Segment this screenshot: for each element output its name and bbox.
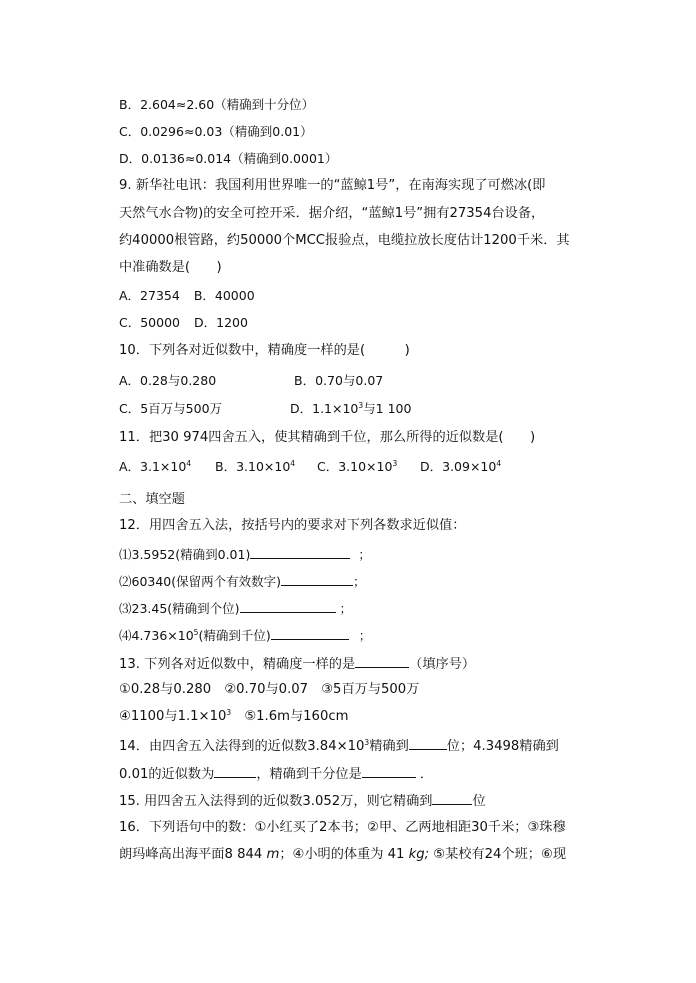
section-title-fill-in: 二、填空题 xyxy=(119,492,185,507)
q12-part4: $⑷4.736\times 10^5$(精确到千位) ； xyxy=(119,628,372,643)
answer-blank[interactable] xyxy=(240,600,336,613)
q13-items-1-3: ①0.28与0.280 ②0.70与0.07 ③5百万与500万 xyxy=(119,682,420,697)
answer-blank[interactable] xyxy=(250,546,350,559)
q10-options-cd xyxy=(119,401,411,417)
answer-blank[interactable] xyxy=(362,765,416,778)
q10-option-b: B．0.70与0.07 xyxy=(294,373,384,388)
q15-line: 15. 用四舍五入法得到的近似数3.052万，则它精确到 位 xyxy=(119,794,486,809)
q9-stem-line1: 9. 新华社电讯：我国利用世界唯一的“蓝鲸1号”，在南海实现了可燃冰(即 xyxy=(119,178,546,193)
q12-part1: ⑴3.5952(精确到0.01) ； xyxy=(119,547,371,562)
q10-stem: 10．下列各对近似数中，精确度一样的是( ) xyxy=(119,343,410,358)
q13-stem: 13. 下列各对近似数中，精确度一样的是 （填序号） xyxy=(119,657,476,672)
q9-option-c: C．50000 xyxy=(119,315,180,330)
q9-stem-line4: 中准确数是( ) xyxy=(119,260,222,275)
q12-stem: 12．用四舍五入法，按括号内的要求对下列各数求近似值： xyxy=(119,518,466,533)
q9-option-a: A．27354 xyxy=(119,288,180,303)
q11-option-c: C．$3.10\times 10^3$ xyxy=(317,459,398,474)
q11-option-b: B．$3.10\times 10^4$ xyxy=(215,459,296,474)
q10-options-ab xyxy=(119,373,383,389)
q9-options-cd xyxy=(119,315,248,331)
answer-blank[interactable] xyxy=(281,573,353,586)
q16-line2: 朗玛峰高出海平面8 844 m；④小明的体重为 41 kg; ⑤某校有24个班；⑥现 xyxy=(119,847,567,862)
q8-option-d: D．0.0136≈0.014（精确到0.0001） xyxy=(119,151,338,166)
q14-line1: 14．由四舍五入法得到的近似数$3.84\times 10^3$精确到 位；4.3498精确到 xyxy=(119,738,559,754)
answer-blank[interactable] xyxy=(355,655,409,668)
q9-options-ab xyxy=(119,288,255,304)
q14-line2: 0.01的近似数为 ，精确到千分位是 ． xyxy=(119,767,433,782)
q9-stem-line3: 约40000根管路，约50000个MCC报验点，电缆拉放长度估计1200千米．其 xyxy=(119,233,570,248)
answer-blank[interactable] xyxy=(214,765,256,778)
q12-part2: ⑵60340(保留两个有效数字) ； xyxy=(119,574,366,589)
q9-stem-line2: 天然气水合物)的安全可控开采．据介绍，“蓝鲸1号”拥有27354台设备， xyxy=(119,206,545,221)
q13-items-4-5: ④1100与$1.1\times 10^3$ ⑤1.6m与160cm xyxy=(119,708,349,724)
q12-part3: ⑶23.45(精确到个位) ； xyxy=(119,601,353,616)
q11-option-d: D．$3.09\times 10^4$ xyxy=(420,459,502,474)
q8-option-c: C．0.0296≈0.03（精确到0.01） xyxy=(119,124,313,139)
q11-option-a: A．$3.1\times 10^4$ xyxy=(119,459,192,474)
q10-option-c: C．5百万与500万 xyxy=(119,401,223,416)
q9-option-b: B．40000 xyxy=(193,288,255,303)
q16-line1: 16．下列语句中的数：①小红买了2本书；②甲、乙两地相距30千米；③珠穆 xyxy=(119,820,566,835)
q8-option-b: B．2.604≈2.60（精确到十分位） xyxy=(119,97,315,112)
answer-blank[interactable] xyxy=(432,792,472,805)
answer-blank[interactable] xyxy=(271,627,349,640)
q10-option-a: A．0.28与0.280 xyxy=(119,373,217,388)
q10-option-d: D．$1.1\times 10^3$与1 100 xyxy=(290,401,412,416)
q11-stem: 11．把30 974四舍五入，使其精确到千位，那么所得的近似数是( ) xyxy=(119,430,536,445)
q11-options xyxy=(119,459,501,475)
q9-option-d: D．1200 xyxy=(194,315,248,330)
answer-blank[interactable] xyxy=(409,737,447,750)
